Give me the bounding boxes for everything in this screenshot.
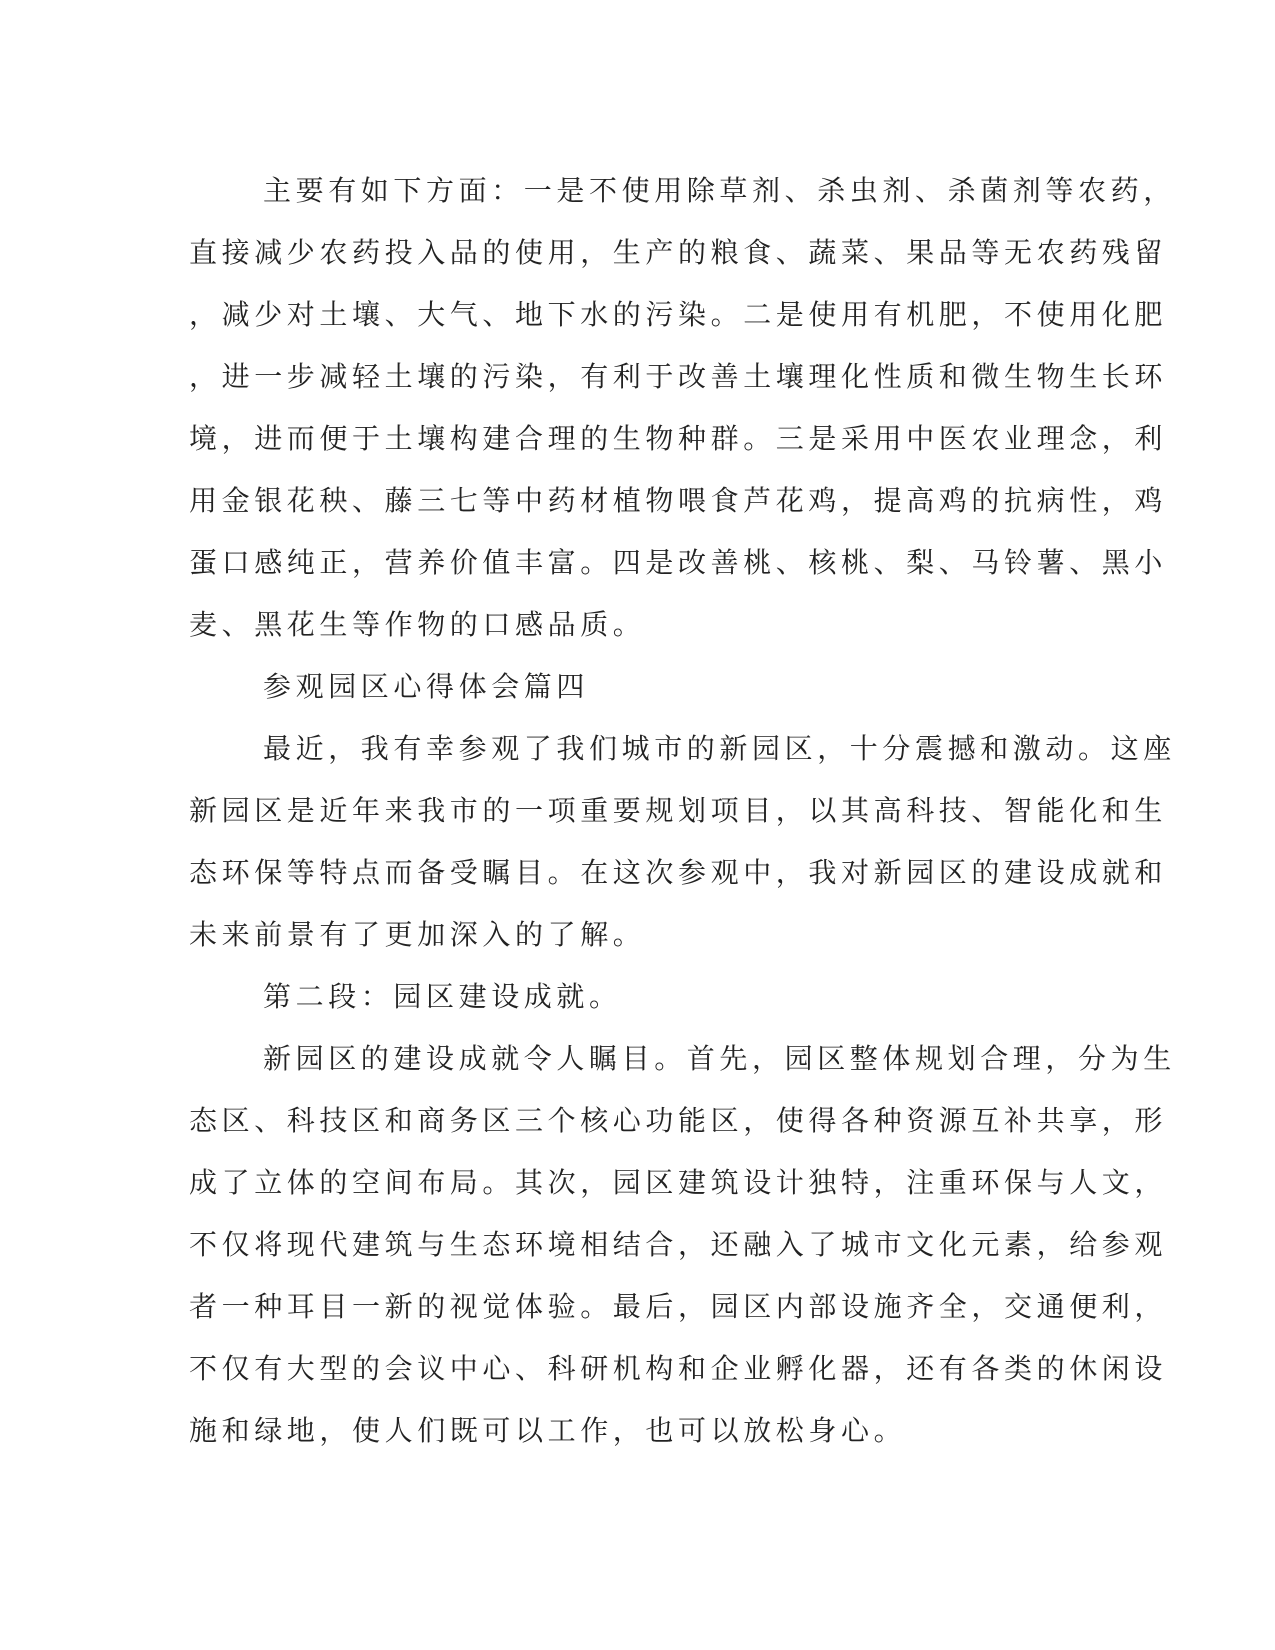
paragraph-line: 不仅有大型的会议中心、科研机构和企业孵化器，还有各类的休闲设: [189, 1352, 1168, 1385]
subsection-heading: 第二段：园区建设成就。: [263, 980, 622, 1013]
paragraph-line: 主要有如下方面：一是不使用除草剂、杀虫剂、杀菌剂等农药，: [263, 174, 1176, 207]
paragraph-line: 态区、科技区和商务区三个核心功能区，使得各种资源互补共享，形: [189, 1104, 1168, 1137]
paragraph-line: 新园区是近年来我市的一项重要规划项目，以其高科技、智能化和生: [189, 794, 1168, 827]
paragraph-line: 最近，我有幸参观了我们城市的新园区，十分震撼和激动。这座: [263, 732, 1176, 765]
paragraph-line: 施和绿地，使人们既可以工作，也可以放松身心。: [189, 1414, 907, 1447]
paragraph-line: 态环保等特点而备受瞩目。在这次参观中，我对新园区的建设成就和: [189, 856, 1168, 889]
paragraph-line: 境，进而便于土壤构建合理的生物种群。三是采用中医农业理念，利: [189, 422, 1168, 455]
document-body: [189, 160, 1176, 1462]
paragraph-line: 蛋口感纯正，营养价值丰富。四是改善桃、核桃、梨、马铃薯、黑小: [189, 546, 1168, 579]
paragraph-line: ，减少对土壤、大气、地下水的污染。二是使用有机肥，不使用化肥: [189, 298, 1168, 331]
paragraph-line: 用金银花秧、藤三七等中药材植物喂食芦花鸡，提高鸡的抗病性，鸡: [189, 484, 1168, 517]
paragraph-line: 直接减少农药投入品的使用，生产的粮食、蔬菜、果品等无农药残留: [189, 236, 1168, 269]
paragraph-line: 麦、黑花生等作物的口感品质。: [189, 608, 646, 641]
paragraph-line: 新园区的建设成就令人瞩目。首先，园区整体规划合理，分为生: [263, 1042, 1176, 1075]
paragraph-line: 成了立体的空间布局。其次，园区建筑设计独特，注重环保与人文，: [189, 1166, 1168, 1199]
paragraph-line: 未来前景有了更加深入的了解。: [189, 918, 646, 951]
paragraph-line: 不仅将现代建筑与生态环境相结合，还融入了城市文化元素，给参观: [189, 1228, 1168, 1261]
paragraph-line: 者一种耳目一新的视觉体验。最后，园区内部设施齐全，交通便利，: [189, 1290, 1168, 1323]
paragraph-line: ，进一步减轻土壤的污染，有利于改善土壤理化性质和微生物生长环: [189, 360, 1168, 393]
section-heading: 参观园区心得体会篇四: [263, 670, 590, 703]
